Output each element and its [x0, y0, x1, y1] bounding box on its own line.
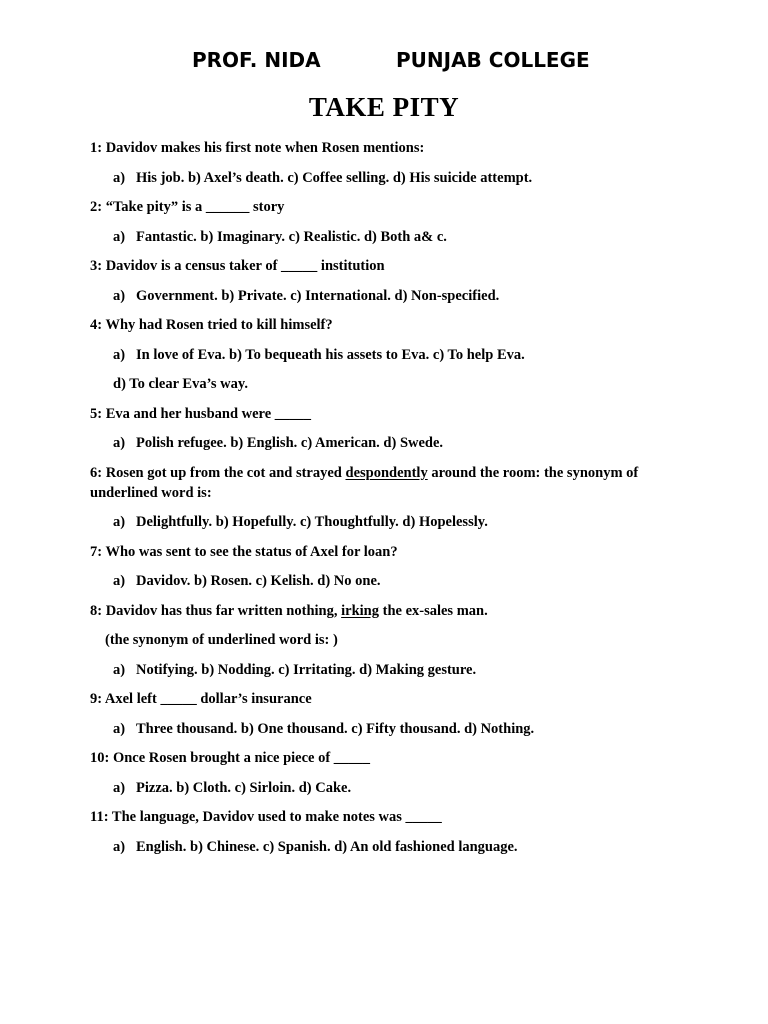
option-text: His job. b) Axel’s death. c) Coffee selling. d) His suicide attempt.	[136, 169, 533, 186]
question-2: 2: “Take pity” is a ______ story	[90, 199, 285, 215]
options-11	[90, 837, 680, 857]
question-text: 6: Rosen got up from the cot and strayed	[90, 464, 346, 481]
question-5: 5: Eva and her husband were _____	[90, 405, 312, 422]
options-2	[90, 227, 680, 247]
college-name: PUNJAB COLLEGE	[396, 48, 590, 72]
options-10	[90, 778, 680, 798]
option-label: a)	[113, 228, 126, 245]
option-label: a)	[113, 169, 126, 186]
question-text: the ex-sales man.	[378, 602, 488, 619]
option-text: Fantastic. b) Imaginary. c) Realistic. d) Both a& c.	[136, 228, 447, 245]
question-8-note: (the synonym of underlined word is: )	[105, 632, 338, 648]
question-9: 9: Axel left _____ dollar’s insurance	[90, 691, 312, 707]
question-6	[90, 463, 680, 503]
option-label: a)	[113, 661, 126, 678]
option-text: Polish refugee. b) English. c) American. d) Swede.	[136, 435, 444, 451]
underlined-word: despondently	[345, 464, 428, 481]
option-label: a)	[113, 346, 126, 363]
options-4	[90, 345, 680, 365]
options-5	[90, 433, 680, 453]
teacher-name: PROF. NIDA	[192, 48, 321, 72]
options-3	[90, 286, 680, 306]
option-label: a)	[113, 573, 126, 589]
options-4-continued: d) To clear Eva’s way.	[113, 376, 248, 392]
question-11: 11: The language, Davidov used to make notes was _____	[90, 809, 442, 825]
option-text: Three thousand. b) One thousand. c) Fifty thousand. d) Nothing.	[136, 720, 535, 737]
question-10: 10: Once Rosen brought a nice piece of _____	[90, 750, 371, 766]
document-header	[0, 48, 768, 78]
question-4: 4: Why had Rosen tried to kill himself?	[90, 317, 333, 333]
question-text: 8: Davidov has thus far written nothing,	[90, 602, 342, 619]
question-1: 1: Davidov makes his first note when Rosen mentions:	[90, 140, 425, 156]
option-text: Davidov. b) Rosen. c) Kelish. d) No one.	[136, 573, 381, 589]
option-label: a)	[113, 435, 126, 451]
options-8	[90, 660, 680, 680]
options-9	[90, 719, 680, 739]
option-label: a)	[113, 514, 126, 530]
question-3: 3: Davidov is a census taker of _____ institution	[90, 258, 385, 274]
question-text: around the room: the synonym of underlined word is:	[90, 464, 639, 501]
underlined-word: irking	[341, 602, 379, 619]
option-text: In love of Eva. b) To bequeath his assets to Eva. c) To help Eva.	[136, 346, 525, 363]
option-text: Notifying. b) Nodding. c) Irritating. d) Making gesture.	[136, 661, 477, 678]
option-label: a)	[113, 779, 126, 796]
question-7: 7: Who was sent to see the status of Axel for loan?	[90, 543, 398, 560]
option-text: Delightfully. b) Hopefully. c) Thoughtfully. d) Hopelessly.	[136, 514, 488, 530]
document-title: TAKE PITY	[308, 92, 460, 122]
option-text: Government. b) Private. c) International. d) Non-specified.	[136, 287, 500, 304]
options-7	[90, 571, 680, 591]
option-label: a)	[113, 720, 126, 737]
option-label: a)	[113, 287, 126, 304]
options-6	[90, 512, 680, 532]
option-text: Pizza. b) Cloth. c) Sirloin. d) Cake.	[136, 779, 352, 796]
options-1	[90, 168, 680, 188]
question-list	[90, 138, 680, 866]
question-8	[90, 601, 680, 621]
option-label: a)	[113, 838, 126, 855]
option-text: English. b) Chinese. c) Spanish. d) An old fashioned language.	[136, 838, 518, 855]
